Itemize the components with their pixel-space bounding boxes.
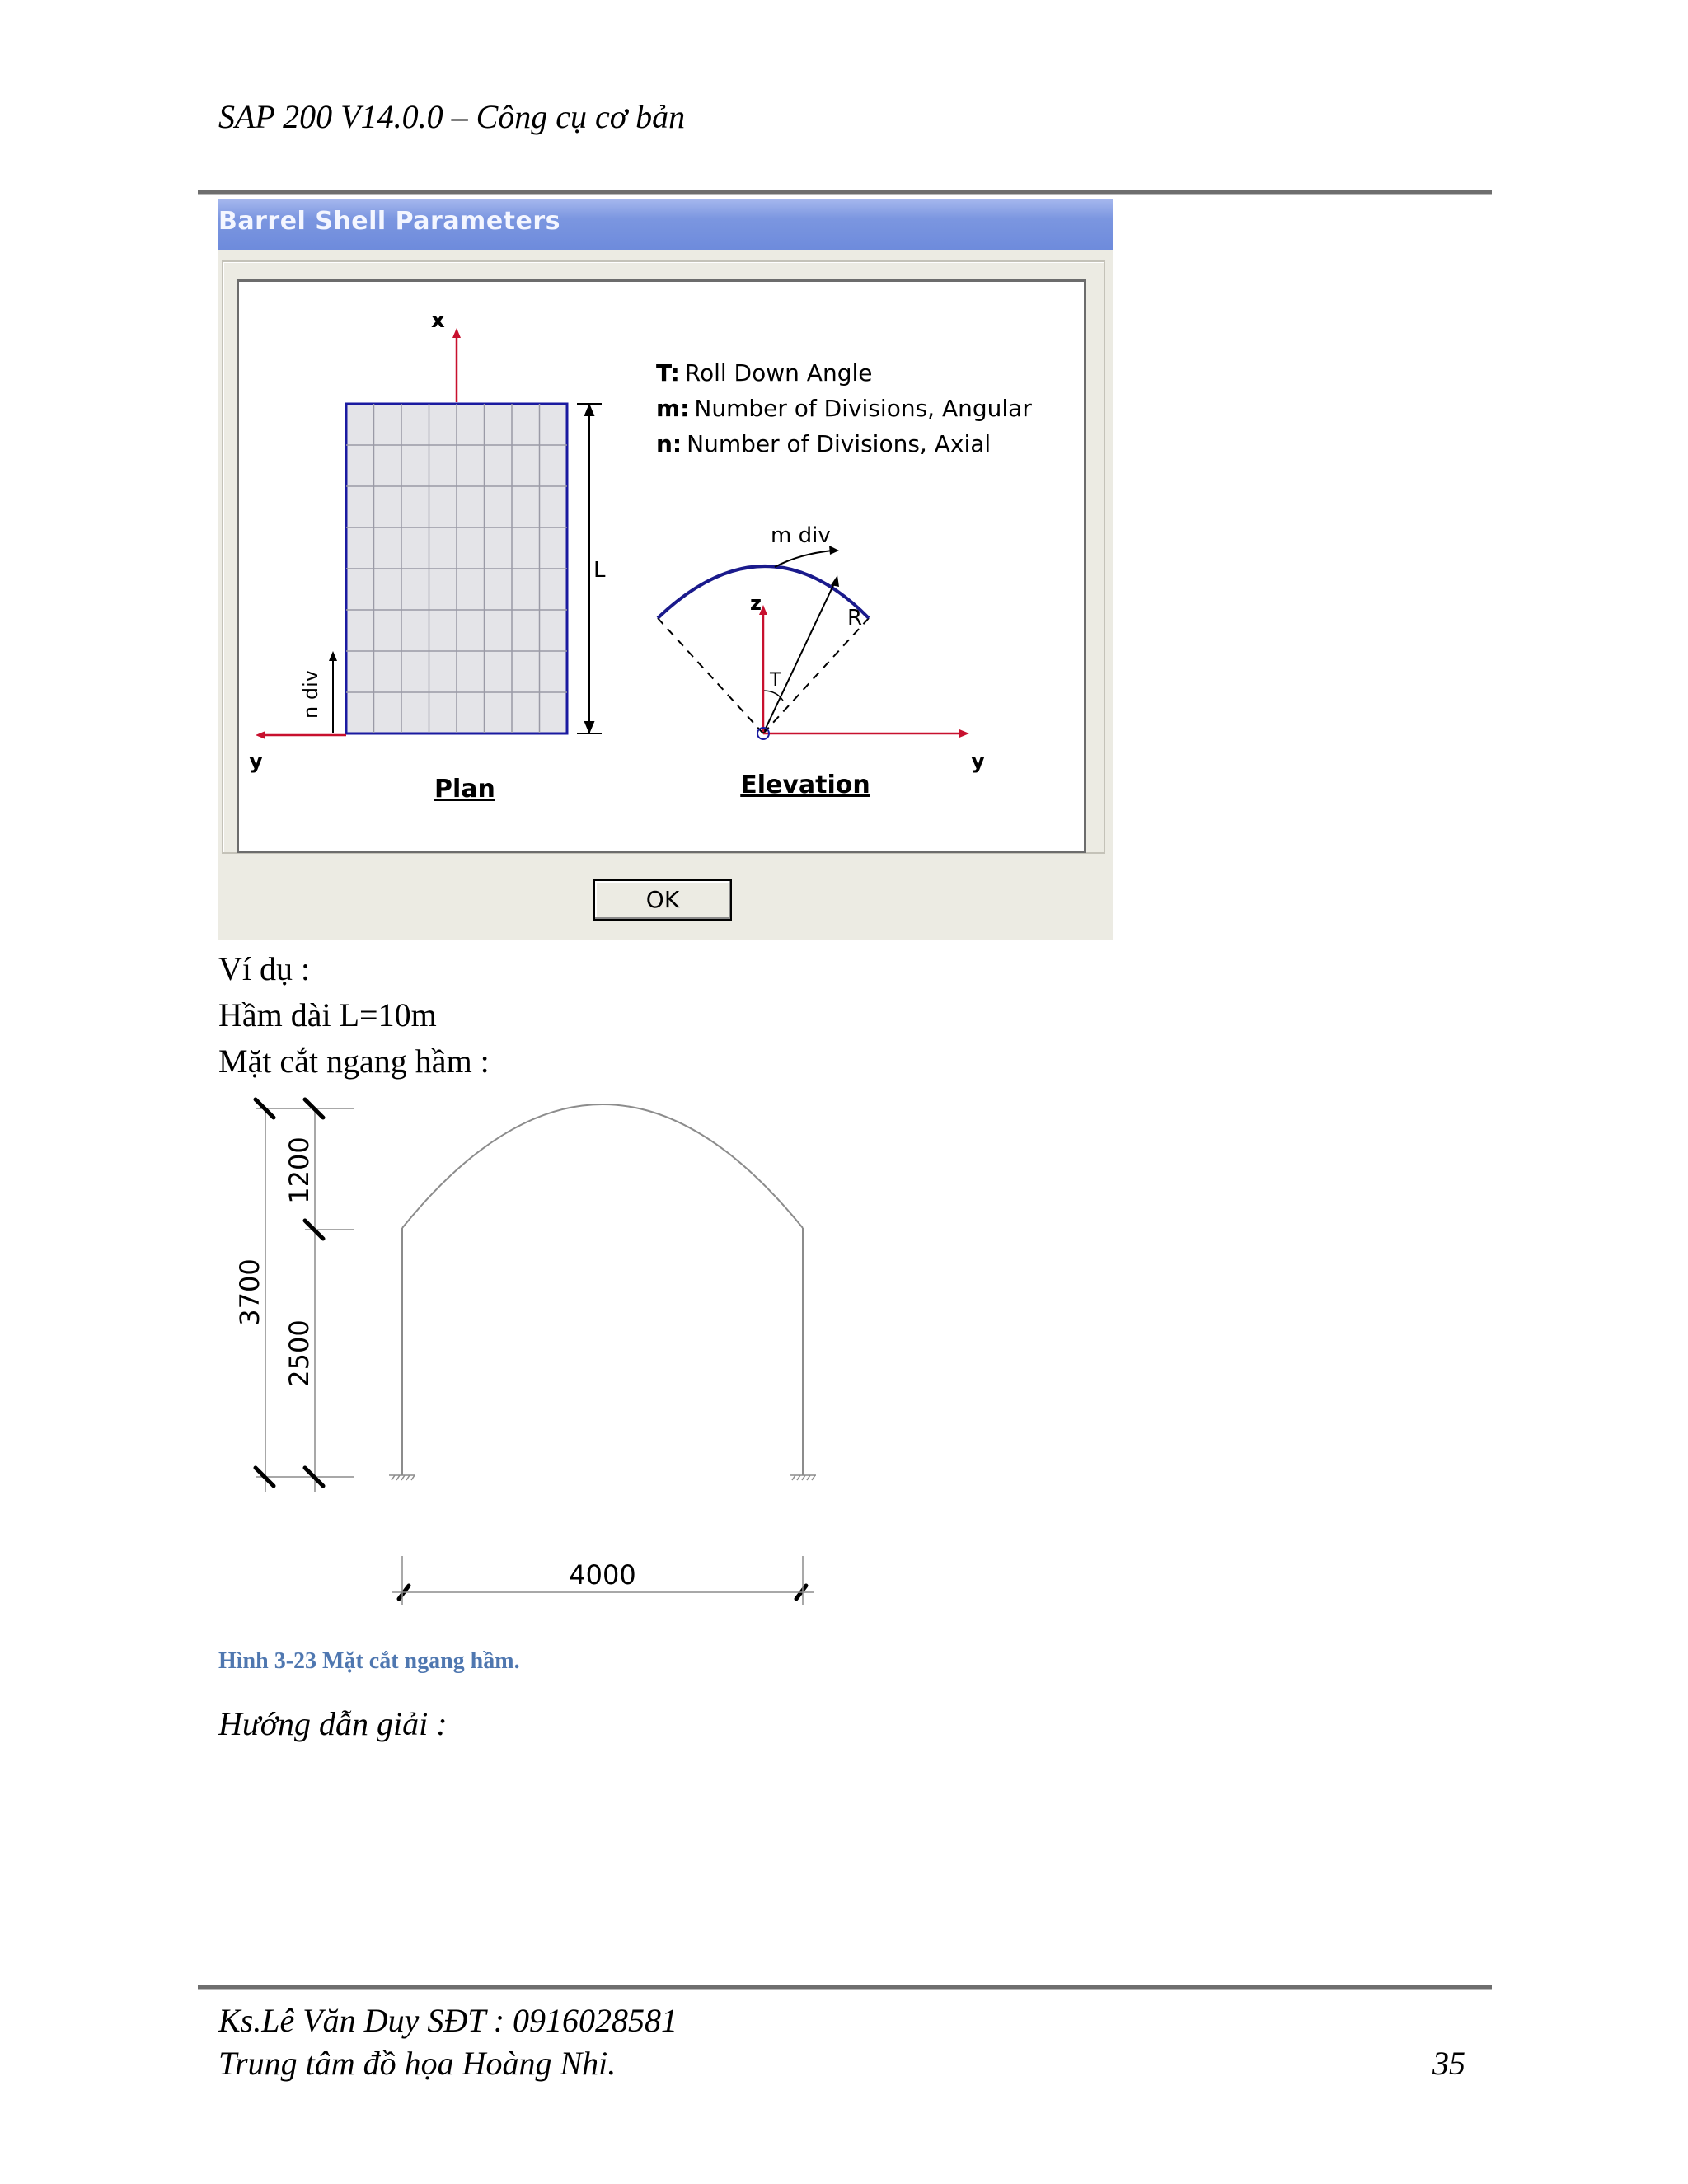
barrel-shell-diagram	[239, 282, 1084, 851]
legend-t: T: Roll Down Angle	[656, 359, 873, 387]
mdiv-arrow	[775, 546, 839, 567]
elevation-z-label: z	[750, 592, 762, 615]
tunnel-profile	[402, 1104, 803, 1475]
diagram-panel	[237, 279, 1086, 853]
page-header-title: SAP 200 V14.0.0 – Công cụ cơ bản	[218, 98, 686, 135]
figure-caption: Hình 3-23 Mặt cắt ngang hầm.	[218, 1648, 520, 1674]
ndiv-label: n div	[299, 670, 322, 719]
ndiv-arrow	[329, 651, 337, 733]
plan-label: Plan	[434, 775, 495, 804]
dim-width-label: 4000	[569, 1559, 636, 1591]
length-label: L	[593, 558, 606, 583]
barrel-shell-dialog	[218, 199, 1113, 940]
header-rule	[198, 190, 1492, 195]
elevation-y-label: y	[971, 749, 985, 774]
dim-bottom-label: 2500	[284, 1319, 315, 1387]
dialog-title: Barrel Shell Parameters	[218, 207, 561, 236]
dimension-ticks	[256, 1099, 806, 1599]
angle-label: T	[770, 670, 781, 691]
radius-label: R	[847, 606, 863, 630]
dim-total-label: 3700	[234, 1258, 265, 1326]
elevation-z-axis	[759, 605, 767, 732]
plan-y-label: y	[249, 749, 263, 774]
elevation-y-axis	[763, 729, 969, 738]
ok-button[interactable]: OK	[593, 879, 732, 921]
footer-author: Ks.Lê Văn Duy SĐT : 0916028581	[218, 2002, 678, 2039]
example-label: Ví dụ :	[218, 950, 311, 987]
elevation-label: Elevation	[740, 771, 870, 799]
tunnel-section-drawing	[223, 1088, 832, 1615]
supports	[389, 1475, 816, 1480]
dim-top-label: 1200	[284, 1137, 315, 1204]
plan-x-axis	[452, 328, 461, 402]
cross-section-text: Mặt cắt ngang hầm :	[218, 1043, 490, 1080]
plan-x-label: x	[431, 308, 445, 333]
page-number: 35	[1432, 2045, 1465, 2082]
legend-m: m: Number of Divisions, Angular	[656, 395, 1032, 422]
dialog-titlebar	[218, 199, 1113, 250]
plan-grid	[346, 404, 567, 733]
guide-heading: Hướng dẫn giải :	[218, 1705, 448, 1742]
footer-rule	[198, 1985, 1492, 1990]
footer-center: Trung tâm đồ họa Hoàng Nhi.	[218, 2045, 617, 2082]
mdiv-label: m div	[771, 523, 831, 548]
legend-n: n: Number of Divisions, Axial	[656, 430, 992, 457]
tunnel-length-text: Hầm dài L=10m	[218, 996, 437, 1033]
